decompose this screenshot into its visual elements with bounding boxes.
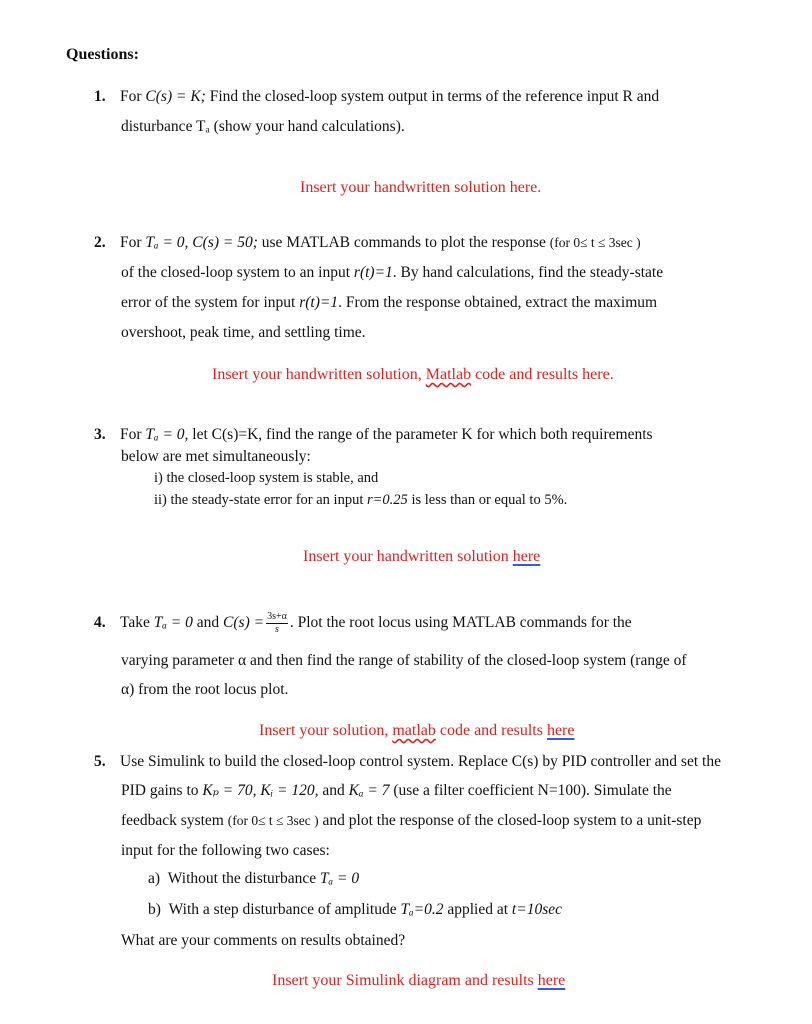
q5-kd: Kₐ = 7 [348, 782, 390, 799]
q2-insert-matlab: Matlab [425, 366, 472, 383]
q2-line2-post: . By hand calculations, find the steady-state [392, 264, 664, 281]
q3-insert-pre: Insert your handwritten solution [303, 548, 513, 565]
q2-text-post: use MATLAB commands to plot the response [257, 234, 550, 251]
q5-and: and [318, 782, 349, 799]
q3-item-i: i) the closed-loop system is stable, and [154, 470, 379, 486]
q5-case-a-math: Tₐ = 0 [319, 870, 360, 887]
q5-case-b-mid: applied at [443, 901, 512, 918]
q5-case-b-text: With a step disturbance of amplitude [168, 901, 401, 918]
q4-here-link[interactable]: here [546, 722, 575, 739]
q4-line2: varying parameter α and then find the range of stability of the closed-loop system (range of [121, 652, 687, 669]
q1-text: For [120, 88, 146, 105]
q4-frac-numerator: 3s+α [267, 611, 287, 622]
q3-text: For [120, 426, 146, 443]
questions-heading: Questions: [66, 46, 139, 63]
q5-line2-pre: PID gains to [121, 782, 203, 799]
q4-insert-prompt [259, 722, 574, 740]
q3-insert-prompt [303, 548, 540, 566]
q4-insert-pre: Insert your solution, [259, 722, 393, 739]
q3-line2: below are met simultaneously: [121, 448, 311, 465]
q2-math: Tₐ = 0, C(s) = 50; [145, 234, 258, 251]
q5-time-range: (for 0≤ t ≤ 3sec ) [227, 813, 319, 828]
q5-line2-post: (use a filter coefficient N=100). Simulate the [389, 782, 672, 799]
q2-line2-pre: of the closed-loop system to an input [121, 264, 354, 281]
q5-case-a-label: a) [148, 870, 161, 887]
q1-text-post: Find the closed-loop system output in terms of the reference input R and [205, 88, 660, 105]
q5-insert-pre: Insert your Simulink diagram and results [272, 972, 538, 989]
q1-line2: disturbance Tₐ (show your hand calculations). [121, 118, 405, 135]
q3-item-ii-input: r=0.25 [367, 492, 408, 508]
q4-text-post: . Plot the root locus using MATLAB commands for the [289, 614, 632, 632]
q4-line3: α) from the root locus plot. [121, 681, 289, 698]
q1-line1 [94, 88, 659, 106]
q4-math: Tₐ = 0 [153, 614, 193, 632]
q4-number: 4. [94, 614, 106, 632]
q3-item-ii-post: is less than or equal to 5%. [407, 492, 568, 508]
q1-insert-prompt: Insert your handwritten solution here. [300, 179, 542, 196]
q4-fraction [266, 612, 288, 635]
q3-text-post: let C(s)=K, find the range of the parameter K for which both requirements [188, 426, 653, 443]
q3-item-ii [154, 492, 567, 509]
q5-text: Use Simulink to build the closed-loop control system. Replace C(s) by PID controller and set the [120, 753, 721, 770]
q2-line1 [94, 234, 641, 252]
q1-math: C(s) = K; [145, 88, 206, 105]
q5-line2 [121, 781, 672, 800]
q2-input: r(t)=1 [353, 264, 393, 281]
q4-line1 [94, 612, 632, 635]
q4-text: Take [120, 614, 154, 632]
q2-insert-prompt [212, 366, 614, 384]
q5-here-link[interactable]: here [537, 972, 566, 989]
q5-line3-post: and plot the response of the closed-loop system to a unit-step [318, 812, 702, 829]
q3-number: 3. [94, 426, 106, 443]
q3-line1 [94, 426, 653, 444]
q5-case-b-math: Tₐ=0.2 [400, 901, 444, 918]
q4-frac-denominator: s [275, 624, 279, 635]
q2-insert-post: code and results here. [471, 366, 614, 383]
q5-line4: input for the following two cases: [121, 842, 330, 859]
q2-line3 [121, 294, 657, 312]
q2-input-2: r(t)=1 [299, 294, 339, 311]
q2-time-range: (for 0≤ t ≤ 3sec ) [549, 235, 641, 250]
q4-insert-mid: code and results [435, 722, 547, 739]
q5-insert-prompt [272, 972, 565, 990]
q5-line1 [94, 753, 721, 771]
q4-cs: C(s) = [223, 614, 265, 632]
q5-gains: Kₚ = 70, Kᵢ = 120, [202, 782, 319, 799]
q2-insert-pre: Insert your handwritten solution, [212, 366, 426, 383]
q5-line3 [121, 812, 701, 830]
q5-number: 5. [94, 753, 106, 770]
q5-case-b-label: b) [148, 901, 161, 918]
q2-text: For [120, 234, 146, 251]
q3-here-link[interactable]: here [512, 548, 541, 565]
q2-line2 [121, 264, 663, 282]
q3-math: Tₐ = 0, [145, 426, 189, 443]
q2-line3-pre: error of the system for input [121, 294, 300, 311]
q5-line3-pre: feedback system [121, 812, 228, 829]
q5-case-a [148, 870, 359, 888]
q5-case-b-time: t=10sec [511, 901, 562, 918]
q4-insert-matlab: matlab [392, 722, 436, 739]
q5-case-a-text: Without the disturbance [167, 870, 320, 887]
q2-number: 2. [94, 234, 106, 251]
q4-and: and [192, 614, 224, 632]
q5-case-b [148, 901, 562, 919]
q5-comments: What are your comments on results obtained? [121, 932, 406, 949]
q2-line3-post: . From the response obtained, extract the maximum [338, 294, 658, 311]
q2-line4: overshoot, peak time, and settling time. [121, 324, 366, 341]
q1-number: 1. [94, 88, 106, 105]
q3-item-ii-pre: ii) the steady-state error for an input [154, 492, 367, 508]
